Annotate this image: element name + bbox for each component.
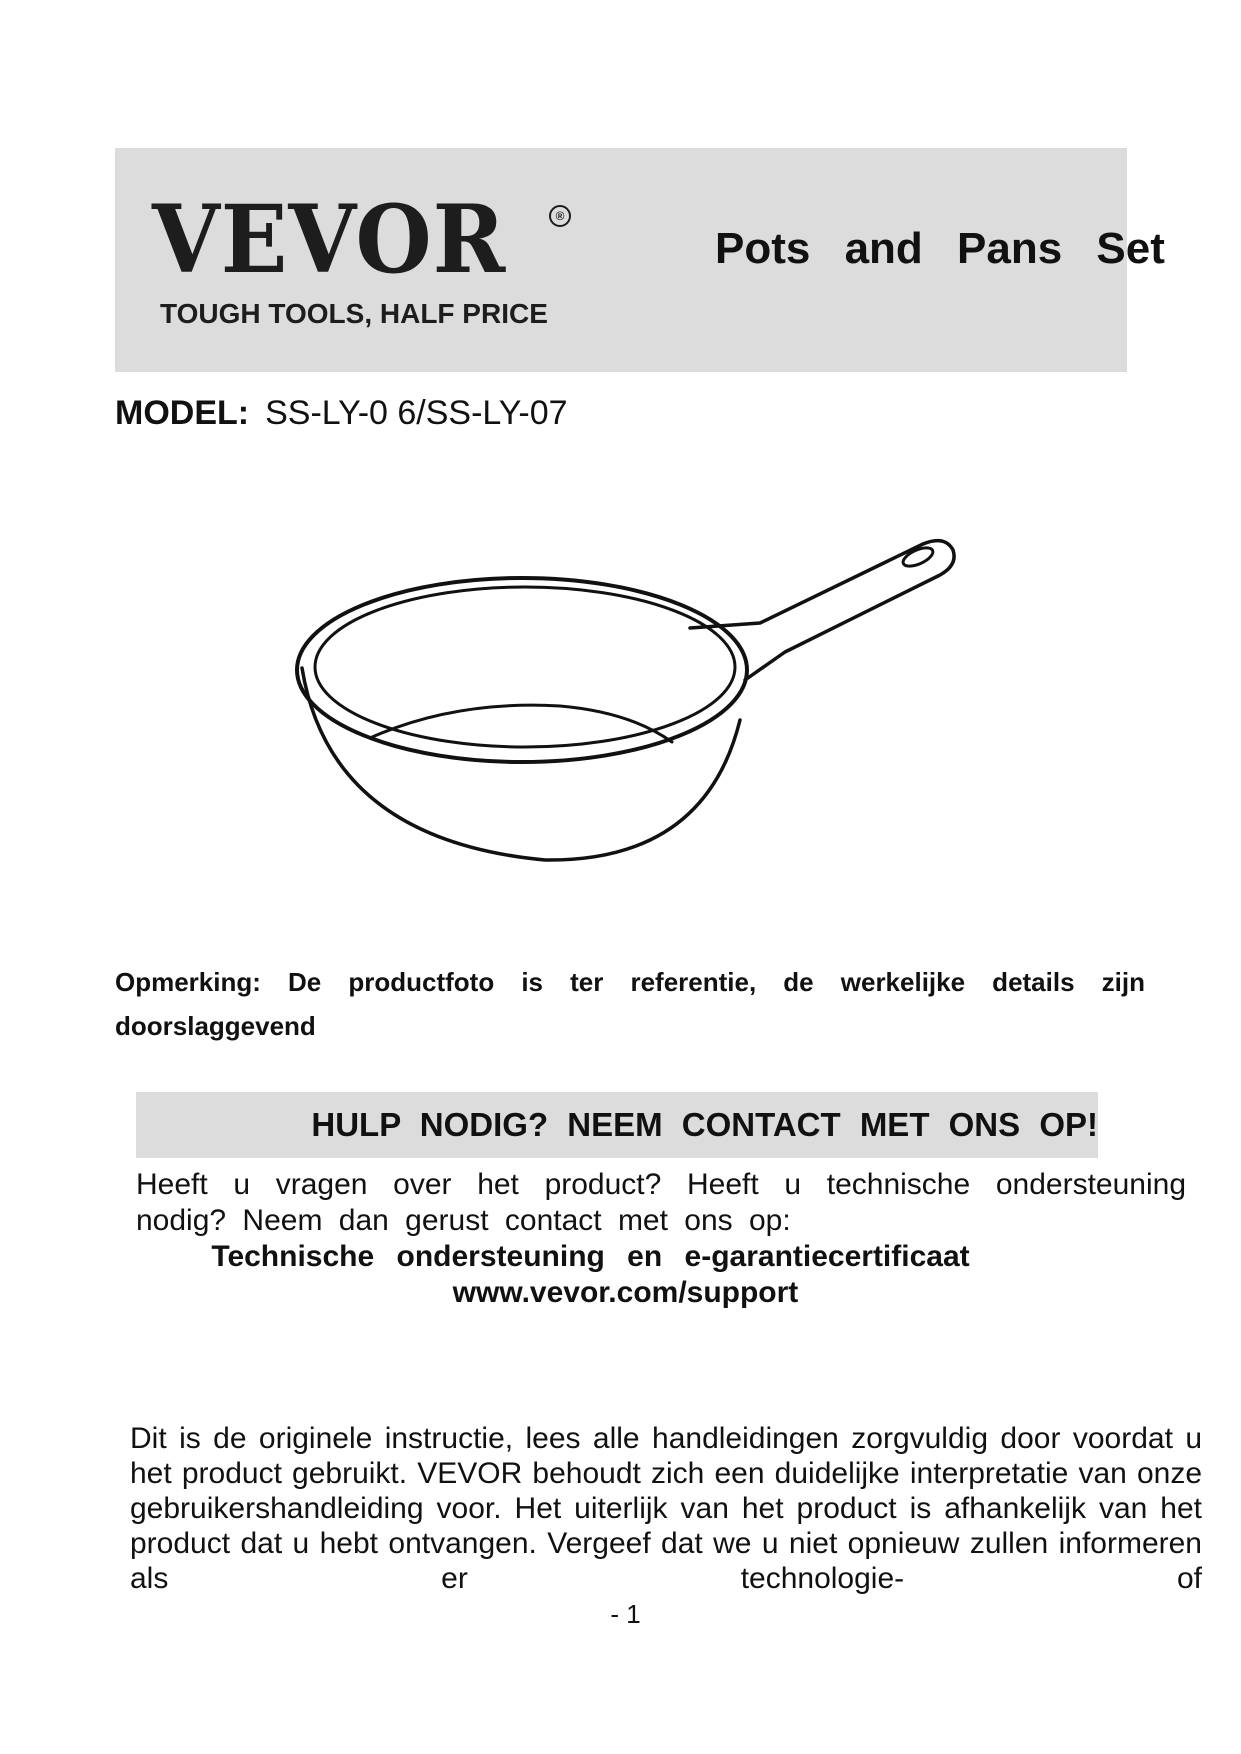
pan-handle bbox=[690, 541, 954, 680]
page-number: - 1 bbox=[610, 1599, 641, 1629]
brand-logo: VEVOR bbox=[152, 185, 507, 295]
photo-note: Opmerking: De productfoto is ter referentie, de werkelijke details zijn doorslaggevend bbox=[115, 967, 1145, 1041]
support-link[interactable]: www.vevor.com/support bbox=[452, 1276, 799, 1309]
brand-tagline: TOUGH TOOLS, HALF PRICE bbox=[160, 298, 548, 329]
pan-rim-outer bbox=[297, 578, 747, 762]
model-line bbox=[115, 394, 568, 433]
handle-hang-hole bbox=[901, 544, 936, 570]
intro-paragraph: Dit is de originele instructie, lees alle handleidingen zorgvuldig door voordat u het product gebruikt. VEVOR behoudt zich een duidelijke interpretatie van onze gebruikershandleiding voor. Het uiterlijk van het product is afhankelijk van het product dat u hebt ontvangen. Vergeef dat we u niet opnieuw zullen informeren als er technologie- of bbox=[130, 1422, 1202, 1595]
model-label: MODEL: bbox=[115, 394, 250, 432]
pan-bowl bbox=[302, 668, 740, 860]
pan-rim-inner bbox=[315, 587, 735, 747]
registered-mark: ® bbox=[549, 205, 571, 227]
support-heading: Technische ondersteuning en e-garantiecertificaat bbox=[211, 1240, 970, 1273]
model-number: SS-LY-0 6/SS-LY-07 bbox=[265, 394, 568, 432]
document-title: Pots and Pans Set bbox=[715, 224, 1165, 273]
help-heading: HULP NODIG? NEEM CONTACT MET ONS OP! bbox=[311, 1106, 1098, 1143]
wok-pan-illustration bbox=[290, 530, 990, 880]
help-text: Heeft u vragen over het product? Heeft u technische ondersteuning nodig? Neem dan gerust contact met ons op: bbox=[136, 1168, 1186, 1237]
